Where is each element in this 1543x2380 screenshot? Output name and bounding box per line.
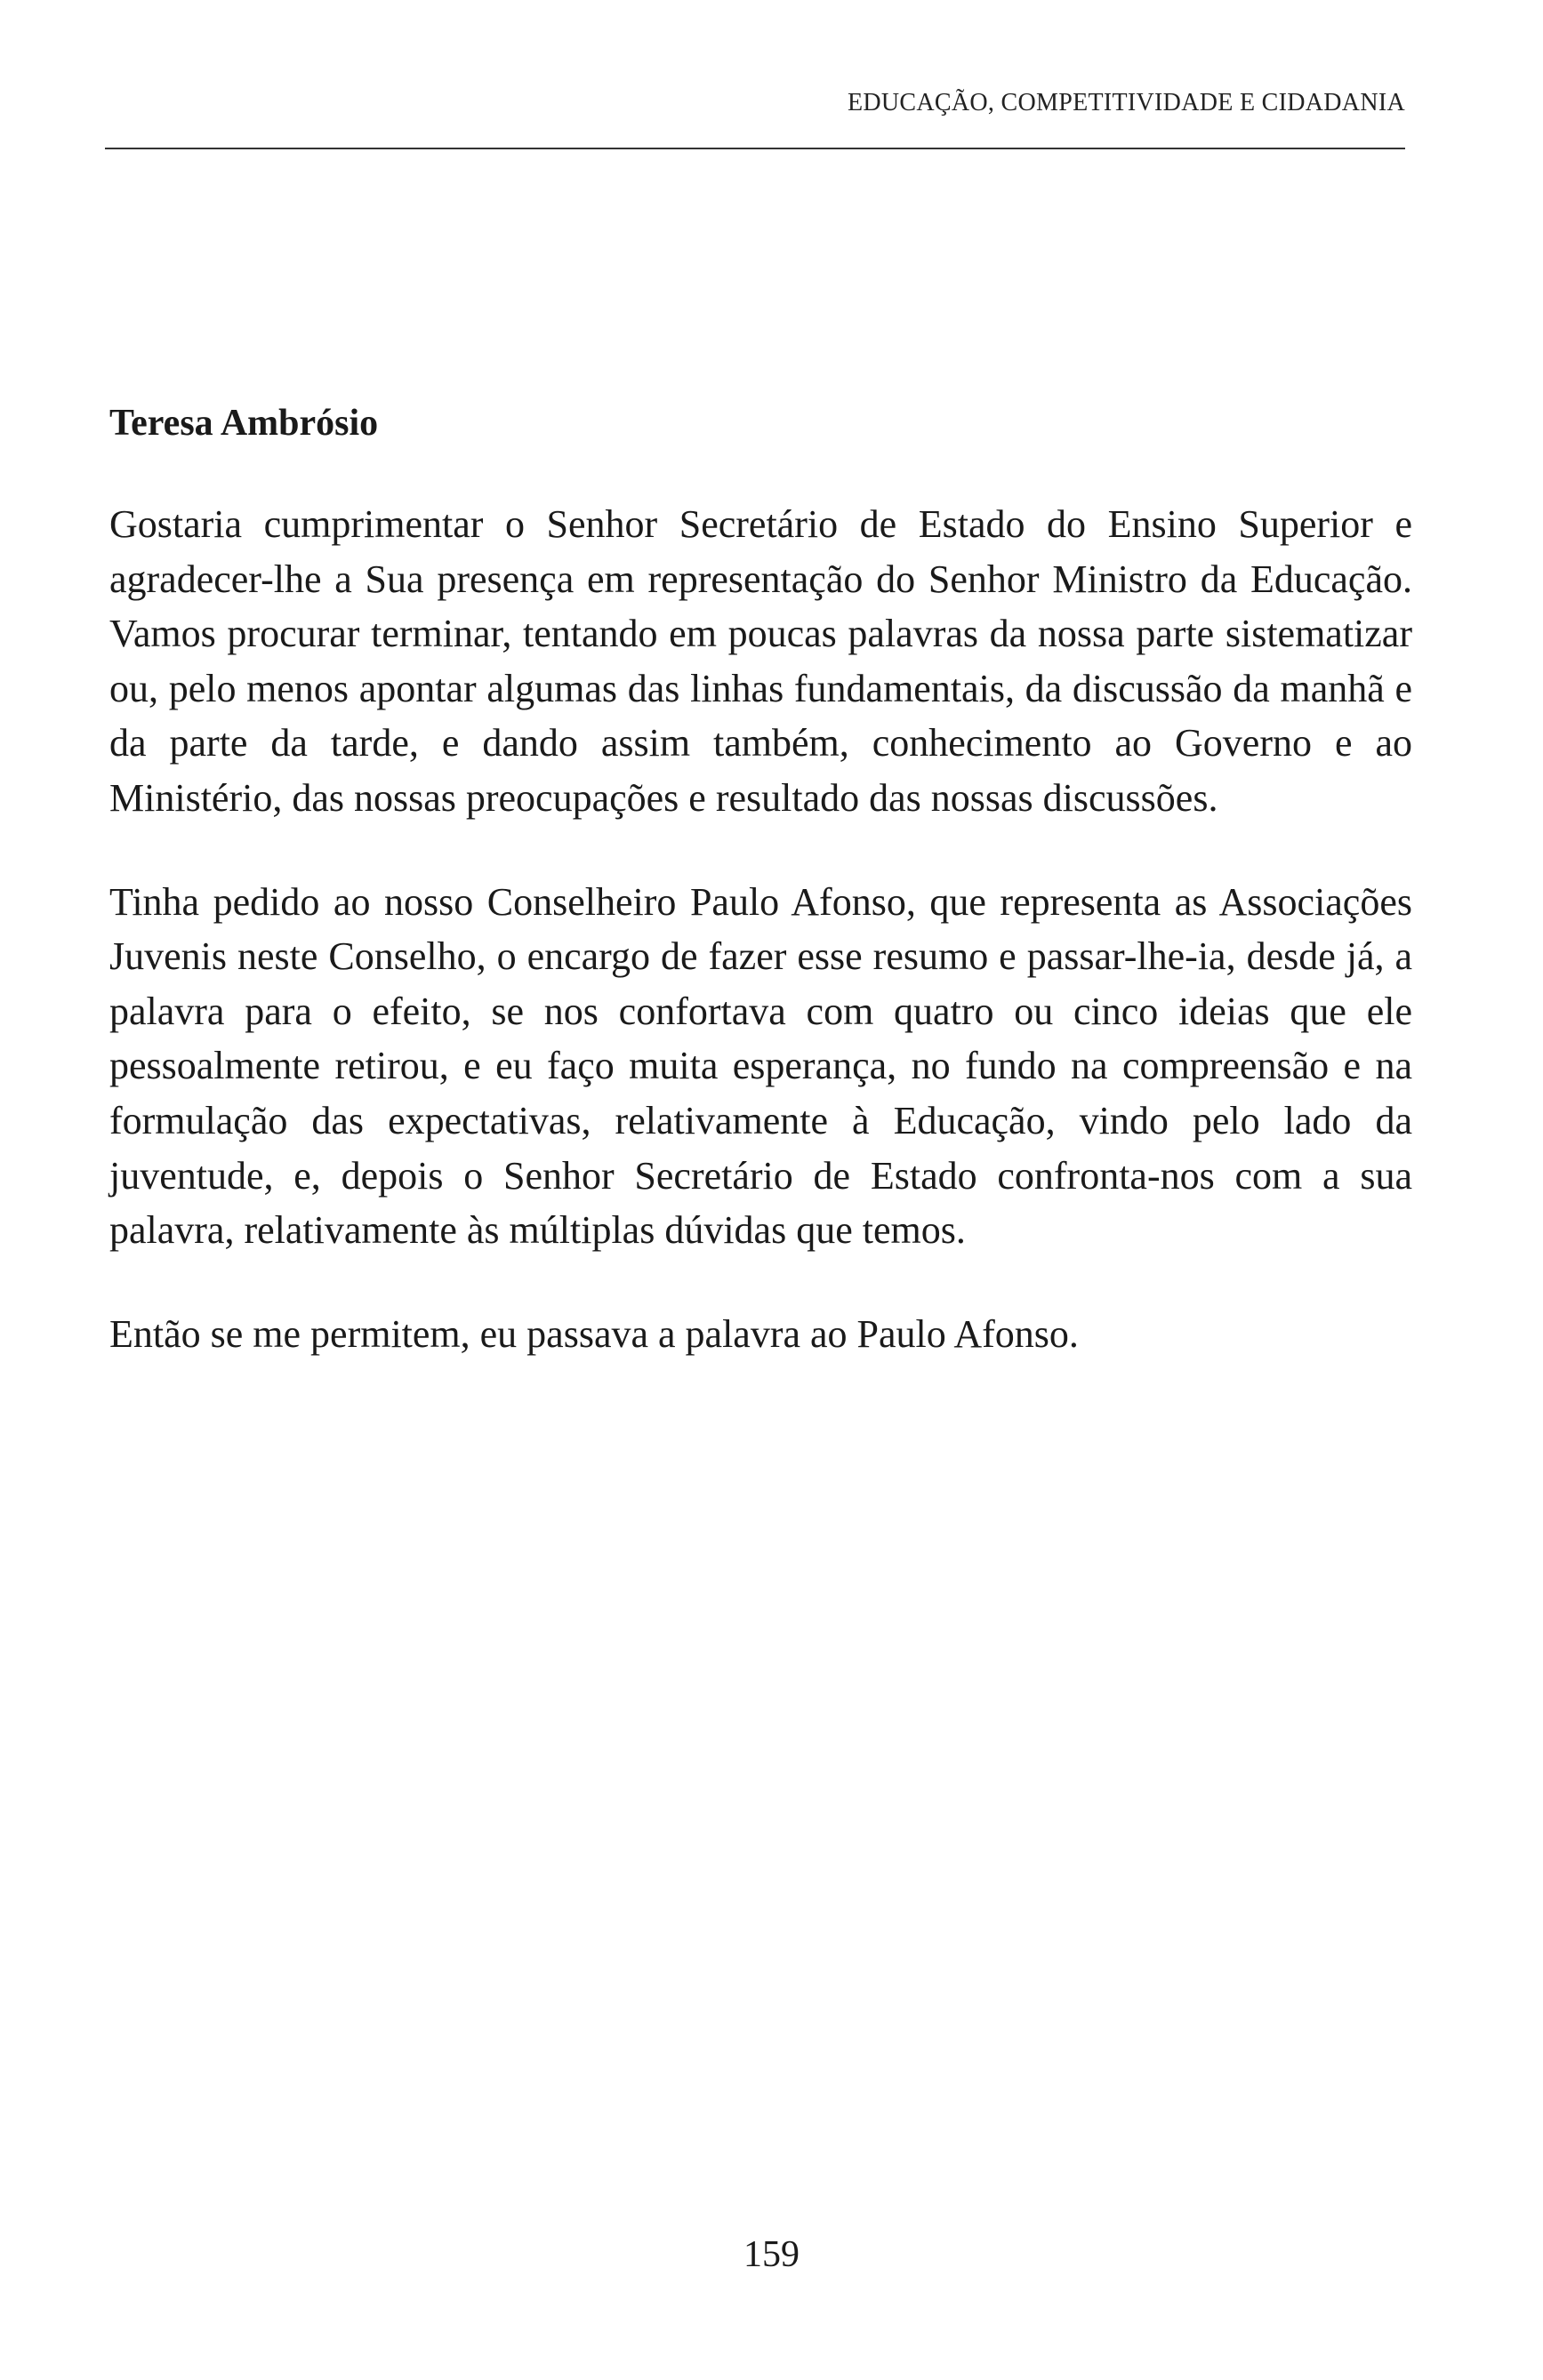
speaker-name: Teresa Ambrósio — [109, 403, 379, 444]
paragraph-1: Gostaria cumprimentar o Senhor Secretário de Estado do Ensino Superior e agradecer-lhe a Sua presença em representação do Senhor Ministro da Educação. Vamos procurar terminar, tentando em poucas palavras da nossa parte sistematizar ou, pelo menos apontar algumas das linhas fundamentais, da discussão da manhã e da parte da tarde, e dando assim também, conhecimento ao Governo e ao Ministério, das nossas preocupações e resultado das nossas discussões. — [109, 502, 1412, 820]
page-number: 159 — [743, 2234, 800, 2275]
paragraph-3: Então se me permitem, eu passava a palavra ao Paulo Afonso. — [109, 1311, 1079, 1356]
header-divider — [105, 148, 1405, 149]
paragraph-2: Tinha pedido ao nosso Conselheiro Paulo Afonso, que representa as Associações Juvenis neste Conselho, o encargo de fazer esse resumo e passar-lhe-ia, desde já, a palavra para o efeito, se nos confortava com quatro ou cinco ideias que ele pessoalmente retirou, e eu faço muita esperança, no fundo na compreensão e na formulação das expectativas, relativamente à Educação, vindo pelo lado da juventude, e, depois o Senhor Secretário de Estado confronta-nos com a sua palavra, relativamente às múltiplas dúvidas que temos. — [109, 879, 1412, 1253]
page-body — [109, 396, 1412, 1410]
running-header: EDUCAÇÃO, COMPETITIVIDADE E CIDADANIA — [847, 89, 1405, 116]
